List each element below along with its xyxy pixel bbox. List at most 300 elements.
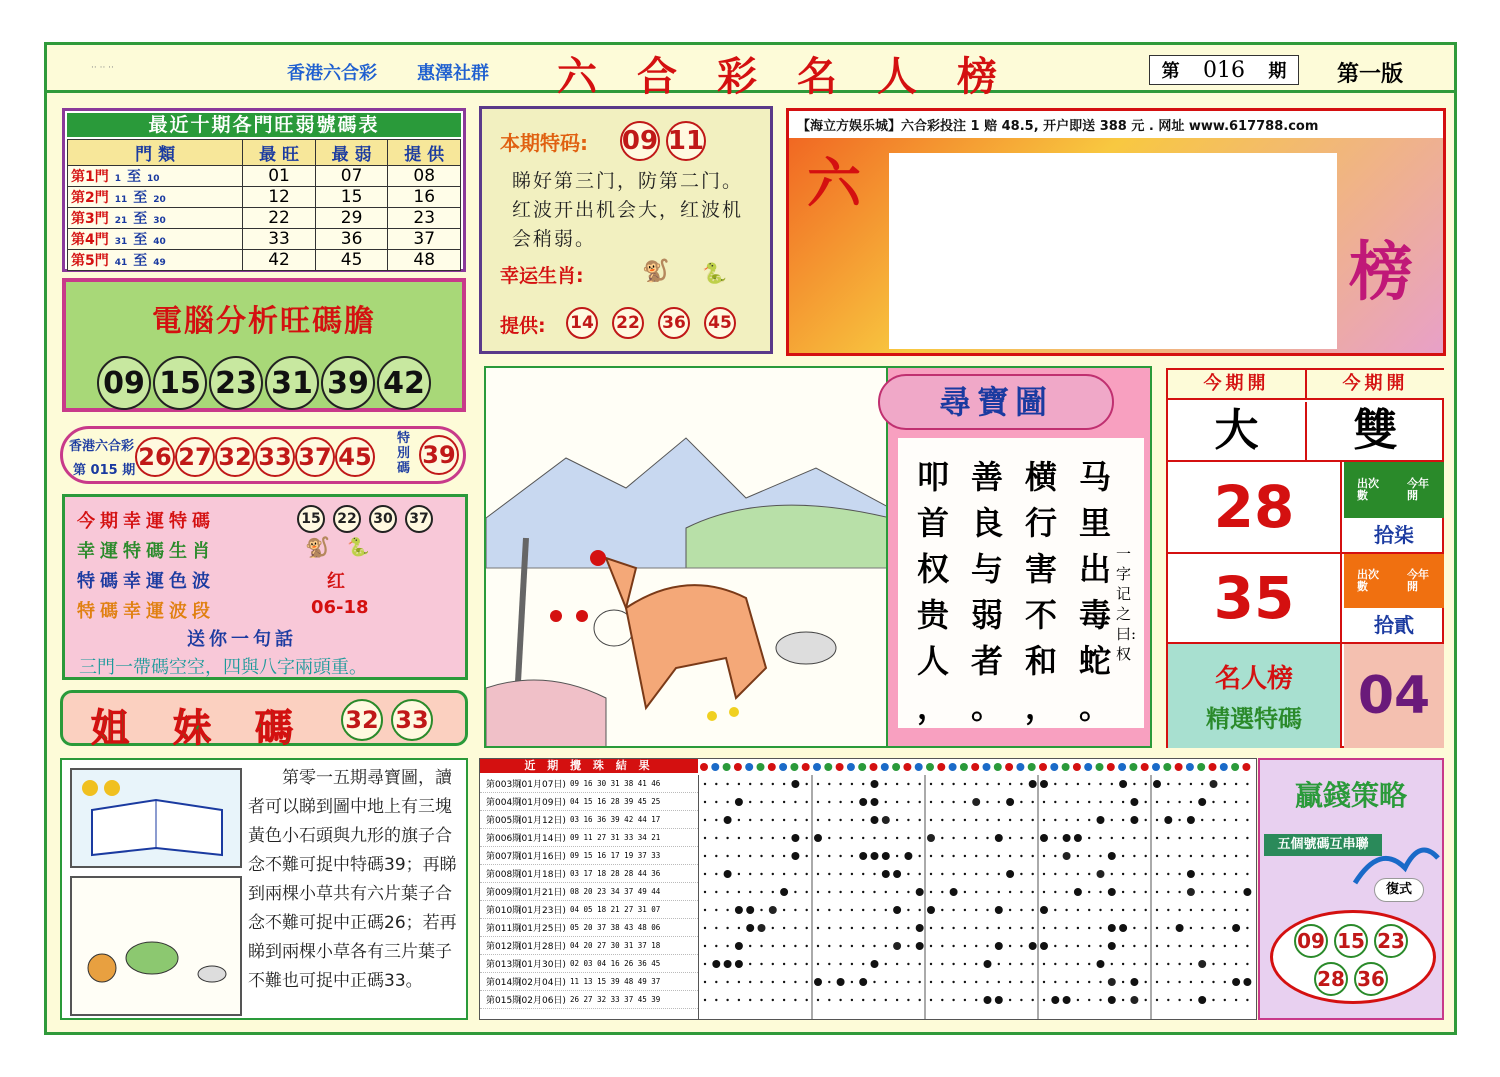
drawn-ball-mark [791,780,799,788]
grid-dot [964,855,966,857]
history-numbers: 09 11 27 31 33 34 21 [570,833,661,842]
ball-header-dot [1050,763,1058,771]
sister-ball: 33 [391,699,433,741]
history-issue: 第006期 [486,834,522,844]
history-date: (01月16日) [518,852,566,862]
grid-dot [1020,801,1022,803]
special-ball: 11 [666,121,706,161]
grid-dot [715,837,717,839]
grid-dot [1032,819,1034,821]
history-row [480,865,698,883]
ten-period-panel [62,108,466,272]
issue-number: 016 [1202,57,1245,83]
grid-dot [1088,945,1090,947]
history-numbers: 02 03 04 16 26 36 45 [570,959,661,968]
grid-dot [1054,783,1056,785]
grid-dot [1077,819,1079,821]
drawn-ball-mark [916,888,924,896]
grid-dot [726,999,728,1001]
grid-dot [1190,999,1192,1001]
grid-dot [896,999,898,1001]
drawn-ball-mark [1232,978,1240,986]
special-ball: 09 [620,121,660,161]
grid-dot [817,819,819,821]
lucky-ball: 37 [405,505,433,533]
grid-dot [760,999,762,1001]
ball-header-dot [1163,763,1171,771]
grid-dot [1235,855,1237,857]
history-date: (01月23日) [518,906,566,916]
history-date: (01月07日) [518,780,566,790]
grid-dot [1167,981,1169,983]
drawn-ball-mark [735,798,743,806]
grid-dot [1077,801,1079,803]
grid-dot [715,855,717,857]
grid-dot [794,945,796,947]
grid-dot [998,981,1000,983]
ball-header-dot [1129,763,1137,771]
grid-dot [749,783,751,785]
grid-dot [1156,981,1158,983]
open-number-1: 28 [1168,462,1342,552]
hot-cell: 42 [243,250,316,271]
grid-dot [952,927,954,929]
grid-dot [930,981,932,983]
ball-header-dot [960,763,968,771]
drawn-ball-mark [1040,942,1048,950]
drawn-ball-mark [1130,816,1138,824]
grid-dot [1077,981,1079,983]
grid-dot [783,927,785,929]
grid-dot [952,909,954,911]
grid-dot [704,945,706,947]
grid-dot [1190,945,1192,947]
col-header: 提 供 [388,140,461,166]
grid-dot [806,783,808,785]
ball-header-dot [1220,763,1228,771]
drawn-ball-mark [1108,996,1116,1004]
grid-dot [1065,783,1067,785]
grid-dot [1088,891,1090,893]
grid-dot [986,819,988,821]
grid-dot [1099,981,1101,983]
grid-dot [1088,801,1090,803]
grid-dot [772,945,774,947]
drawn-ball-mark [1108,924,1116,932]
drawn-ball-mark [882,852,890,860]
grid-dot [1054,963,1056,965]
strategy-ball: 28 [1314,962,1348,996]
grid-dot [783,783,785,785]
grid-dot [1111,963,1113,965]
drawn-ball-mark [882,870,890,878]
famous-number: 04 [1344,644,1444,748]
ball-header-dot [971,763,979,771]
drawn-ball-mark [1232,924,1240,932]
header-tag-left: 香港六合彩 [287,63,377,84]
grid-dot [907,927,909,929]
computer-analysis-numbers [66,356,462,410]
analysis-ball: 15 [153,356,207,410]
grid-dot [975,945,977,947]
grid-dot [930,927,932,929]
grid-dot [1246,999,1248,1001]
ball-header-dot [1152,763,1160,771]
grid-dot [930,891,932,893]
grid-dot [1246,873,1248,875]
lucky-line4-label: 特碼幸運波段 [77,601,215,622]
strategy-ball: 36 [1354,962,1388,996]
treasure-poem [914,454,1114,730]
famous-label: 名人榜 [1214,664,1293,694]
grid-dot [1246,909,1248,911]
grid-dot [726,927,728,929]
history-date: (01月14日) [518,834,566,844]
door-to: 10 [147,174,160,184]
grid-dot [1088,855,1090,857]
grid-dot [851,927,853,929]
grid-dot [839,819,841,821]
grid-dot [873,891,875,893]
grid-dot [1054,819,1056,821]
history-row [480,937,698,955]
grid-dot [919,999,921,1001]
cold-cell: 36 [315,229,388,250]
poem-column [1076,454,1114,730]
grid-dot [1133,891,1135,893]
grid-dot [998,891,1000,893]
drawn-ball-mark [712,960,720,968]
grid-dot [760,819,762,821]
grid-dot [1224,981,1226,983]
grid-dot [986,891,988,893]
ball-header-dot [1118,763,1126,771]
grid-dot [1032,927,1034,929]
grid-dot [839,891,841,893]
turtle-picture [70,876,242,1016]
drawn-ball-mark [1108,942,1116,950]
drawn-ball-mark [1108,978,1116,986]
ball-header-dot [1039,763,1047,771]
grid-dot [772,963,774,965]
grid-dot [760,909,762,911]
drawn-ball-mark [1097,816,1105,824]
grid-dot [760,891,762,893]
grid-dot [873,981,875,983]
ball-header-dot [1209,763,1217,771]
grid-dot [1201,837,1203,839]
drawn-ball-mark [1097,960,1105,968]
grid-dot [975,963,977,965]
grid-dot [1178,999,1180,1001]
grid-dot [975,999,977,1001]
grid-dot [715,873,717,875]
grid-dot [806,801,808,803]
grid-dot [1167,855,1169,857]
grid-dot [828,783,830,785]
grid-dot [1190,963,1192,965]
grid-dot [930,873,932,875]
grid-dot [1054,891,1056,893]
treasure-panel [886,366,1152,748]
ball-header-dot [813,763,821,771]
grid-dot [919,981,921,983]
grid-dot [986,855,988,857]
ball-header-dot [870,763,878,771]
grid-dot [1122,963,1124,965]
open-header-1: 今期開 [1168,370,1307,400]
grid-dot [1111,873,1113,875]
ball-header-dot [1141,763,1149,771]
grid-dot [1032,909,1034,911]
drawn-ball-mark [1153,780,1161,788]
grid-dot [930,783,932,785]
grid-dot [1235,783,1237,785]
zodiac-label: 幸运生肖: [500,265,584,287]
grid-dot [806,927,808,929]
drawn-ball-mark [724,960,732,968]
grid-dot [806,981,808,983]
grid-dot [1235,945,1237,947]
grid-dot [1054,855,1056,857]
ball-header-dot [881,763,889,771]
drawn-ball-mark [1164,816,1172,824]
grid-dot [941,963,943,965]
history-date: (01月12日) [518,816,566,826]
drawn-ball-mark [995,996,1003,1004]
analysis-ball: 23 [209,356,263,410]
grid-dot [1009,909,1011,911]
grid-dot [964,999,966,1001]
grid-dot [772,891,774,893]
grid-dot [839,927,841,929]
grid-dot [952,855,954,857]
grid-dot [1224,909,1226,911]
drawn-ball-mark [1187,816,1195,824]
cold-cell: 07 [315,166,388,187]
grid-dot [907,963,909,965]
ad-decor-char: 榜 [1349,236,1413,310]
grid-dot [704,801,706,803]
drawn-ball-mark [791,834,799,842]
drawn-ball-mark [1006,870,1014,878]
provide-ball: 45 [704,307,736,339]
grid-dot [986,801,988,803]
table-row [68,250,461,271]
drawn-ball-mark [859,798,867,806]
drawn-ball-mark [871,780,879,788]
grid-dot [1032,963,1034,965]
snake-icon: 🐍 [347,537,370,558]
ball-header-dot [1084,763,1092,771]
grid-dot [1133,963,1135,965]
history-row [480,793,698,811]
give-cell: 23 [388,208,461,229]
ball-header-dot [903,763,911,771]
lucky-color-value: 红 [327,571,345,592]
count-label-2 [1344,554,1444,608]
grid-dot [1224,963,1226,965]
grid-dot [1145,801,1147,803]
analysis-ball: 31 [265,356,319,410]
prev-result-label: 香港六合彩 [69,439,135,454]
cold-cell: 29 [315,208,388,229]
grid-dot [704,891,706,893]
grid-dot [704,855,706,857]
grid-dot [1088,999,1090,1001]
strategy-ball: 15 [1334,924,1368,958]
drawn-ball-mark [950,888,958,896]
poem-column [914,454,952,730]
col-header: 門 類 [68,140,243,166]
grid-dot [952,801,954,803]
grid-dot [715,801,717,803]
special-box [479,106,773,354]
grid-dot [885,963,887,965]
grid-dot [1156,927,1158,929]
poem-column [968,454,1006,730]
lucky-ball: 22 [333,505,361,533]
grid-dot [1246,927,1248,929]
grid-dot [1032,999,1034,1001]
grid-dot [749,873,751,875]
grid-dot [839,999,841,1001]
grid-dot [1099,891,1101,893]
grid-dot [1224,855,1226,857]
grid-dot [1088,873,1090,875]
grid-dot [986,927,988,929]
grid-dot [1156,999,1158,1001]
computer-analysis-title: 電腦分析旺碼膽 [152,304,376,339]
drawn-ball-mark [814,978,822,986]
drawn-ball-mark [769,906,777,914]
drawn-ball-mark [1198,996,1206,1004]
drawn-ball-mark [1108,852,1116,860]
grid-dot [1020,945,1022,947]
ball-header-dot [768,763,776,771]
grid-dot [1190,909,1192,911]
history-numbers: 26 27 32 33 37 45 39 [570,995,661,1004]
grid-dot [862,945,864,947]
ball-header-dot [1028,763,1036,771]
grid-dot [828,855,830,857]
grid-dot [704,783,706,785]
grid-dot [919,837,921,839]
hot-cell: 01 [243,166,316,187]
ball-header-dot [745,763,753,771]
grid-dot [738,999,740,1001]
grid-dot [885,837,887,839]
drawn-ball-mark [1187,870,1195,878]
grid-dot [1133,927,1135,929]
grid-dot [998,783,1000,785]
grid-dot [964,981,966,983]
grid-dot [907,981,909,983]
give-cell: 37 [388,229,461,250]
grid-dot [1246,963,1248,965]
drawn-ball-mark [1040,780,1048,788]
grid-dot [1122,819,1124,821]
grid-dot [851,963,853,965]
table-row [68,229,461,250]
analysis-ball: 09 [97,356,151,410]
grid-dot [772,981,774,983]
grid-dot [907,837,909,839]
grid-dot [1167,891,1169,893]
history-date: (02月04日) [518,978,566,988]
grid-dot [1145,891,1147,893]
ad-text: 【海立方娱乐城】六合彩投注 1 赔 48.5, 开户即送 388 元 . 网址 www.617788.com [789,111,1443,138]
grid-dot [1133,909,1135,911]
grid-dot [806,909,808,911]
drawn-ball-mark [916,942,924,950]
door-name: 第3門 [71,211,109,227]
grid-dot [941,801,943,803]
drawn-ball-mark [1243,978,1251,986]
history-issue: 第005期 [486,816,522,826]
grid-dot [862,873,864,875]
grid-dot [1099,837,1101,839]
open-today-panel [1166,368,1444,748]
grid-dot [1065,981,1067,983]
grid-dot [1009,891,1011,893]
treasure-side-note: 一字记之曰:权 [1116,545,1137,663]
grid-dot [1065,945,1067,947]
grid-dot [726,981,728,983]
history-date: (01月25日) [518,924,566,934]
grid-dot [1235,837,1237,839]
grid-dot [907,945,909,947]
grid-dot [975,783,977,785]
history-row [480,883,698,901]
grid-dot [760,963,762,965]
grid-dot [952,981,954,983]
grid-dot [1156,873,1158,875]
grid-dot [1178,945,1180,947]
grid-dot [839,837,841,839]
grid-dot [839,801,841,803]
history-row [480,775,698,793]
grid-dot [817,855,819,857]
prev-result-panel [60,426,466,484]
grid-dot [896,837,898,839]
grid-dot [715,783,717,785]
drawn-ball-mark [1198,798,1206,806]
sister-label: 姐妹碼 [91,705,338,750]
grid-dot [930,963,932,965]
grid-dot [1145,945,1147,947]
grid-dot [772,855,774,857]
grid-dot [726,891,728,893]
grid-dot [919,855,921,857]
door-from: 31 [114,237,128,247]
history-issue: 第010期 [486,906,522,916]
grid-dot [1077,963,1079,965]
grid-dot [760,855,762,857]
history-issue: 第012期 [486,942,522,952]
grid-dot [738,837,740,839]
grid-dot [1111,909,1113,911]
grid-dot [851,873,853,875]
grid-dot [1224,783,1226,785]
drawn-ball-mark [972,798,980,806]
grid-dot [986,909,988,911]
table-row [68,187,461,208]
grid-dot [1145,819,1147,821]
result-ball: 26 [135,437,175,477]
cold-cell: 15 [315,187,388,208]
grid-dot [1235,819,1237,821]
